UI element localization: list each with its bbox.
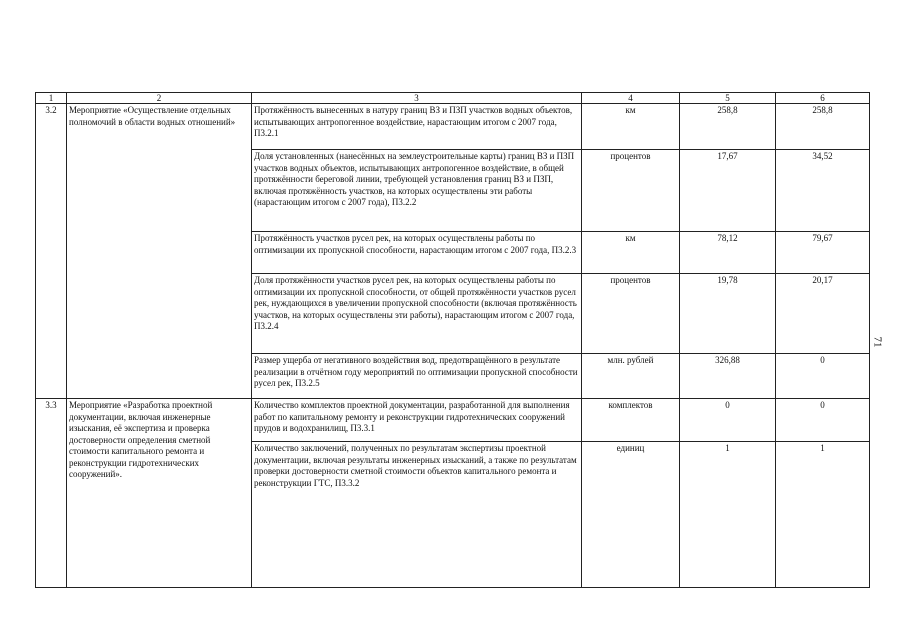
column-number: 1 — [36, 93, 67, 104]
indicator-text: Протяжённость участков русел рек, на которых осуществлены работы по оптимизации их пропускной способности, нарастающим итогом с 2007 года, П3.2.3 — [252, 232, 582, 274]
value-col5: 19,78 — [680, 274, 776, 354]
column-number-row — [36, 93, 870, 104]
indicator-text: Количество заключений, полученных по результатам экспертизы проектной документации, включая результаты инженерных изысканий, а также по результатам проверки достоверности сметной стоимости объектов капитального ремонта и реконструкции ГТС, П3.3.2 — [252, 442, 582, 588]
indicator-unit: млн. рублей — [582, 354, 680, 399]
indicator-unit: процентов — [582, 274, 680, 354]
indicator-unit: км — [582, 104, 680, 150]
value-col6: 0 — [776, 354, 870, 399]
indicator-text: Размер ущерба от негативного воздействия вод, предотвращённого в результате реализации в отчётном году мероприятий по оптимизации пропускной способности русел рек, П3.2.5 — [252, 354, 582, 399]
indicator-text: Доля установленных (нанесённых на землеустроительные карты) границ ВЗ и ПЗП участков водных объектов, испытывающих антропогенное воздействие, в общей протяжённости береговой линии, требующей установления границ ВЗ и ПЗП, включая протяжённость участков, на которых осуществлены эти работы (нарастающим итогом с 2007 года), П3.2.2 — [252, 150, 582, 232]
value-col6: 0 — [776, 399, 870, 442]
value-col5: 78,12 — [680, 232, 776, 274]
value-col6: 34,52 — [776, 150, 870, 232]
indicator-unit: единиц — [582, 442, 680, 588]
value-col5: 326,88 — [680, 354, 776, 399]
indicator-text: Протяжённость вынесенных в натуру границ ВЗ и ПЗП участков водных объектов, испытывающих антропогенное воздействие, нарастающим итогом с 2007 года, П3.2.1 — [252, 104, 582, 150]
column-number: 4 — [582, 93, 680, 104]
value-col6: 20,17 — [776, 274, 870, 354]
column-number: 2 — [67, 93, 252, 104]
event-name: Мероприятие «Разработка проектной документации, включая инженерные изыскания, её экспертиза и проверка достоверности определения сметной стоимости капитального ремонта и реконструкции гидротехнических сооружений». — [67, 399, 252, 588]
table-row — [36, 104, 870, 150]
value-col5: 17,67 — [680, 150, 776, 232]
indicator-unit: процентов — [582, 150, 680, 232]
value-col5: 1 — [680, 442, 776, 588]
value-col5: 0 — [680, 399, 776, 442]
column-number: 6 — [776, 93, 870, 104]
column-number: 5 — [680, 93, 776, 104]
indicator-text: Количество комплектов проектной документации, разработанной для выполнения работ по капитальному ремонту и реконструкции гидротехнических сооружений прудов и водохранилищ, П3.3.1 — [252, 399, 582, 442]
event-name: Мероприятие «Осуществление отдельных полномочий в области водных отношений» — [67, 104, 252, 399]
page-number: 71 — [871, 336, 884, 348]
indicator-unit: комплектов — [582, 399, 680, 442]
column-number: 3 — [252, 93, 582, 104]
value-col6: 79,67 — [776, 232, 870, 274]
value-col6: 1 — [776, 442, 870, 588]
value-col6: 258,8 — [776, 104, 870, 150]
indicator-table — [35, 92, 870, 588]
table-row — [36, 399, 870, 442]
row-number: 3.2 — [36, 104, 67, 399]
indicator-unit: км — [582, 232, 680, 274]
value-col5: 258,8 — [680, 104, 776, 150]
indicator-text: Доля протяжённости участков русел рек, на которых осуществлены работы по оптимизации их пропускной способности, от общей протяжённости участков русел рек, нуждающихся в увеличении пропускной способности (включая протяжённость участков, на которых осуществлены эти работы), нарастающим итогом с 2007 года, П3.2.4 — [252, 274, 582, 354]
row-number: 3.3 — [36, 399, 67, 588]
